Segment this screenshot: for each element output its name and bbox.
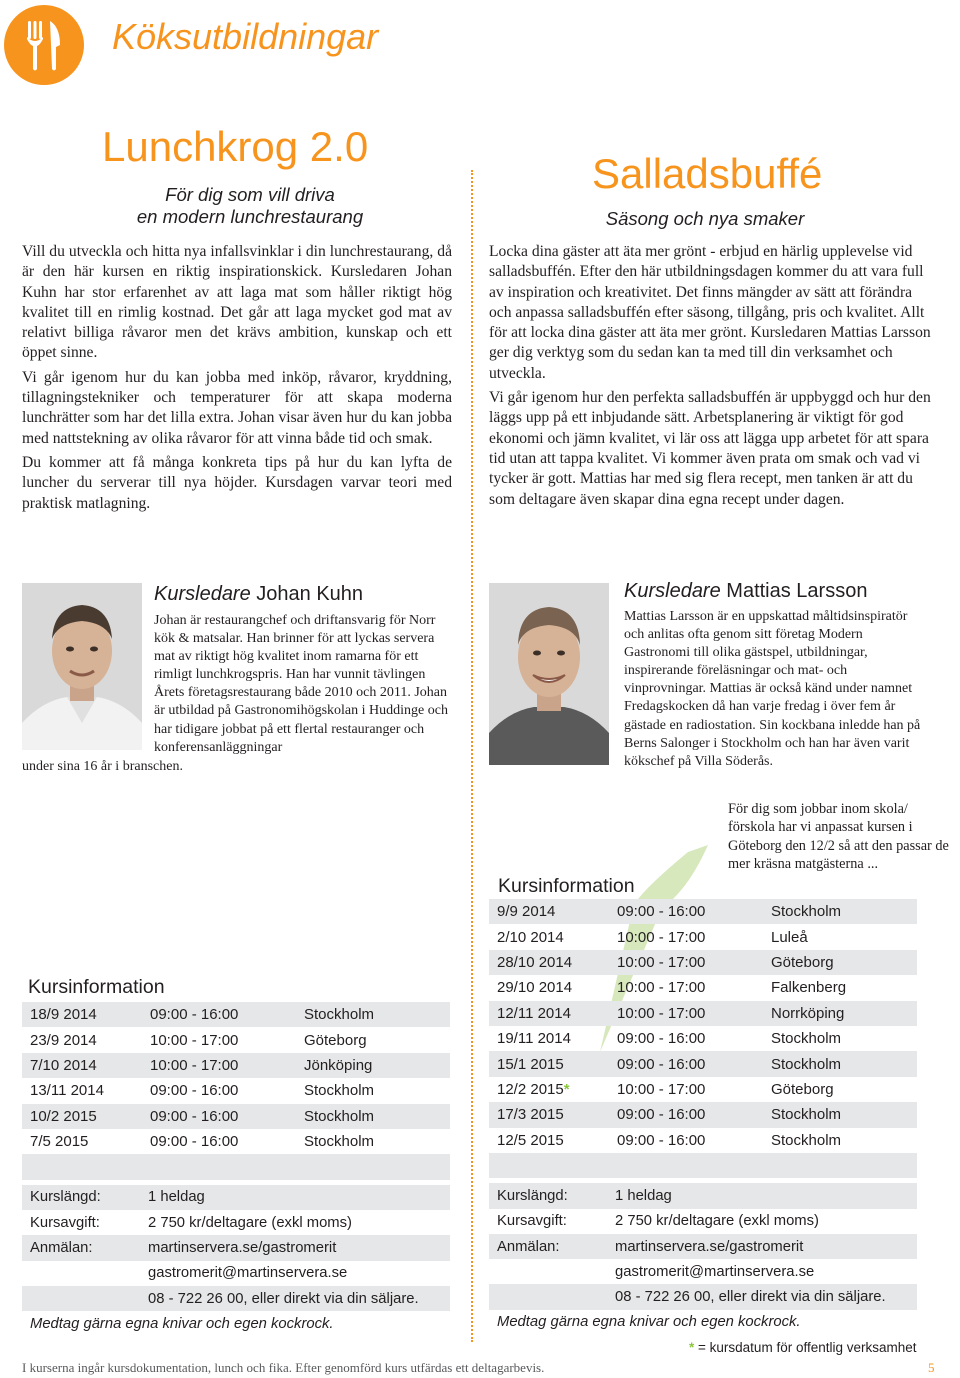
time-cell: 10:00 - 17:00 <box>617 953 706 971</box>
paragraph: Du kommer att få många konkreta tips på hur du kan lyfta de luncher du serverar till nya höjder. Kursdagen varvar teori med praktisk matlagning. <box>22 453 452 512</box>
course-fee-value: 2 750 kr/deltagare (exkl moms) <box>615 1213 819 1230</box>
date-cell: 29/10 2014 <box>497 979 573 997</box>
section-title: Köksutbildningar <box>112 16 379 57</box>
table-row <box>22 1053 450 1078</box>
note-row <box>22 1311 450 1336</box>
date-cell: 7/10 2014 <box>30 1056 97 1074</box>
date-cell <box>489 1077 609 1102</box>
place-cell: Stockholm <box>304 1006 375 1024</box>
subtitle-line-2: en modern lunchrestaurang <box>136 206 364 227</box>
course-title-lunchkrog: Lunchkrog 2.0 <box>102 123 369 170</box>
paragraph: Vi går igenom hur den perfekta salladsbuffén är uppbyggd och hur den läggs upp på ett inbjudande sätt. Arbetsplanering är viktigt för god ekonomi och jämn kvalitet, vi lär oss att lägga upp arbetet för att spara tid utan att tappa kvalitet. Vi kommer även prata om smak och vad vi tycker är gott. Mattias har med sig flera recept, men tanken är att du som deltagare även skapar dina egna recept under dagen. <box>489 389 931 508</box>
course-description-salladsbuffe <box>489 242 931 514</box>
note-text: Medtag gärna egna knivar och egen kockrock. <box>497 1314 801 1331</box>
public-sector-star-icon: * <box>563 1080 570 1098</box>
time-cell: 10:00 - 17:00 <box>617 928 706 946</box>
phone-text: 08 - 722 26 00, eller direkt via din säljare. <box>615 1289 886 1306</box>
time-cell: 09:00 - 16:00 <box>617 1106 706 1124</box>
phone-row <box>489 1284 917 1309</box>
note-row <box>489 1310 917 1335</box>
place-cell: Stockholm <box>304 1082 375 1100</box>
place-cell: Göteborg <box>771 953 834 971</box>
time-cell: 09:00 - 16:00 <box>150 1082 239 1100</box>
place-cell: Stockholm <box>771 1106 842 1124</box>
table-row <box>22 1104 450 1129</box>
time-cell: 09:00 - 16:00 <box>150 1107 239 1125</box>
place-cell: Stockholm <box>304 1107 375 1125</box>
time-cell: 09:00 - 16:00 <box>617 1055 706 1073</box>
course-fee-label: Kursavgift: <box>497 1213 567 1230</box>
place-cell: Norrköping <box>771 1004 845 1022</box>
table-row <box>489 899 917 924</box>
star-legend <box>689 1340 917 1355</box>
signup-row <box>489 1234 917 1259</box>
phone-text: 08 - 722 26 00, eller direkt via din säljare. <box>148 1290 419 1307</box>
legend-star-icon: * <box>689 1340 695 1355</box>
logo <box>4 5 84 85</box>
table-row <box>489 1077 917 1102</box>
table-row <box>489 1102 917 1127</box>
course-details-left <box>22 1185 450 1337</box>
schedule-table <box>22 1002 450 1180</box>
leader-label: Kursledare <box>624 580 721 602</box>
fork-knife-icon <box>4 5 84 85</box>
paragraph: Vill du utveckla och hitta nya infallsvinklar i din lunchrestaurang, då är den här kursen en riktig inspirationskick. Kursledaren Johan Kuhn har stor erfarenhet av att laga mat som håller riktigt hög kvalitet till en rimlig kostnad. Det går att laga mycket god mat av relativt billiga råvaror men det krävs ambition, kunskap och ett öppet sinne. <box>22 243 452 362</box>
date-cell: 9/9 2014 <box>497 903 556 921</box>
note-text: Medtag gärna egna knivar och egen kockrock. <box>30 1315 334 1332</box>
course-subtitle-lunchkrog <box>120 184 380 228</box>
place-cell: Göteborg <box>771 1080 834 1098</box>
signup-label: Anmälan: <box>497 1238 560 1255</box>
course-info-heading-left: Kursinformation <box>28 976 165 998</box>
time-cell: 09:00 - 16:00 <box>617 1030 706 1048</box>
table-row <box>489 975 917 1000</box>
place-cell: Stockholm <box>771 1055 842 1073</box>
course-fee-row <box>489 1209 917 1234</box>
table-row <box>489 950 917 975</box>
leader-bio-mattias: Mattias Larsson är en uppskattad måltidsinspiratör och anlitas ofta genom sitt företag Modern Gastronomi till olika gästspel, utbildningar, inspirerande föreläsningar och mat- och vinprovningar. Mattias är också känd under namnet Fredagskocken då han varje fredag i över fem år gästade en radiostation. Sin kockbana inledde han på Berns Salonger i Stockholm och han har även varit kökschef på Villa Söderås. <box>624 609 921 769</box>
time-cell: 10:00 - 17:00 <box>150 1031 239 1049</box>
speech-bubble-text: För dig som jobbar inom skola/ förskola har vi anpassat kursen i Göteborg den 12/2 så att den passar de mer kräsna matgästerna ... <box>728 801 949 872</box>
email-row <box>22 1261 450 1286</box>
place-cell: Stockholm <box>771 1131 842 1149</box>
leader-label: Kursledare <box>154 583 251 605</box>
leader-title-mattias <box>624 580 867 603</box>
course-title-salladsbuffe: Salladsbuffé <box>592 150 823 197</box>
course-details-right <box>489 1183 917 1335</box>
date-cell: 17/3 2015 <box>497 1106 564 1124</box>
table-row-empty <box>489 1153 917 1178</box>
email-row <box>489 1259 917 1284</box>
time-cell: 10:00 - 17:00 <box>617 1080 706 1098</box>
signup-row <box>22 1235 450 1260</box>
paragraph: Vi går igenom hur du kan jobba med inköp, råvaror, kryddning, tillagningstekniker och temperaturer för att skapa moderna lunchrätter som har det lilla extra. Johan visar även hur du kan jobba med nattstekning av olika råvaror för att vinna både tid och smak. <box>22 368 452 447</box>
table-row <box>22 1129 450 1154</box>
legend-text: = kursdatum för offentlig verksamhet <box>698 1340 917 1355</box>
schedule-table-right <box>489 899 917 1335</box>
place-cell: Stockholm <box>771 903 842 921</box>
course-length-row <box>22 1185 450 1210</box>
leader-name: Johan Kuhn <box>256 583 364 605</box>
course-subtitle-salladsbuffe: Säsong och nya smaker <box>605 208 805 229</box>
course-fee-row <box>22 1210 450 1235</box>
schedule-table <box>489 899 917 1178</box>
date-text: 12/2 2015 <box>497 1080 564 1098</box>
leader-bio-johan: Johan är restaurangchef och driftansvarig för Norr kök & matsalar. Han brinner för att lyckas servera mat av riktigt hög kvalitet inom ramarna för ett rimligt lunchkrogspris. Han har vunnit tävlingen Årets företagsrestaurang både 2010 och 2011. Johan är utbildad på Gastronomihögskolan i Huddinge och har tidigare jobbat på ett flertal restauranger och konferensanläggningar <box>154 613 448 755</box>
leader-name: Mattias Larsson <box>726 580 868 602</box>
time-cell: 10:00 - 17:00 <box>150 1056 239 1074</box>
place-cell: Falkenberg <box>771 979 847 997</box>
table-row <box>489 924 917 949</box>
place-cell: Luleå <box>771 928 808 946</box>
date-cell: 18/9 2014 <box>30 1006 97 1024</box>
time-cell: 10:00 - 17:00 <box>617 979 706 997</box>
email-link[interactable]: gastromerit@martinservera.se <box>615 1263 815 1280</box>
paragraph: Locka dina gäster att äta mer grönt - erbjud en härlig upplevelse vid salladsbuffén. Efter den här utbildningsdagen kommer du att vara full av inspiration och kreativitet. Det finns mängder av sätt att förändra och anpassa salladsbuffén efter säsong, tillgång, pris och kvalitet. Allt för att locka dina gäster att äta mer grönt. Kursledaren Mattias Larsson ger dig verktyg som du sedan kan ta med till din verksamhet och utveckla. <box>489 243 931 382</box>
place-cell: Stockholm <box>771 1030 842 1048</box>
table-row <box>22 1078 450 1103</box>
place-cell: Jönköping <box>304 1056 373 1074</box>
table-row <box>22 1002 450 1027</box>
table-row <box>489 1001 917 1026</box>
leader-photo-mattias <box>489 583 609 765</box>
date-cell: 2/10 2014 <box>497 928 564 946</box>
table-row <box>489 1026 917 1051</box>
course-length-label: Kurslängd: <box>30 1189 101 1206</box>
time-cell: 09:00 - 16:00 <box>617 1131 706 1149</box>
course-fee-label: Kursavgift: <box>30 1214 100 1231</box>
date-cell: 19/11 2014 <box>497 1030 571 1048</box>
place-cell: Göteborg <box>304 1031 367 1049</box>
signup-link[interactable]: martinservera.se/gastromerit <box>615 1238 804 1255</box>
date-cell: 7/5 2015 <box>30 1133 89 1151</box>
table-row-empty <box>22 1154 450 1179</box>
signup-label: Anmälan: <box>30 1239 93 1256</box>
date-cell: 12/5 2015 <box>497 1131 564 1149</box>
date-cell: 15/1 2015 <box>497 1055 564 1073</box>
table-row <box>489 1128 917 1153</box>
course-description-lunchkrog <box>22 242 452 518</box>
table-row <box>489 1051 917 1076</box>
column-divider <box>471 170 473 1342</box>
course-length-row <box>489 1183 917 1208</box>
table-row <box>22 1027 450 1052</box>
subtitle-line-1: För dig som vill driva <box>165 184 335 205</box>
course-length-value: 1 heldag <box>148 1189 205 1206</box>
schedule-table-left <box>22 1002 450 1337</box>
leader-photo-johan <box>22 583 142 750</box>
date-cell: 10/2 2015 <box>30 1107 97 1125</box>
date-cell: 23/9 2014 <box>30 1031 97 1049</box>
date-cell: 13/11 2014 <box>30 1082 104 1100</box>
course-length-label: Kurslängd: <box>497 1187 568 1204</box>
page-number: 5 <box>928 1360 935 1375</box>
leader-bio-johan-tail: under sina 16 år i branschen. <box>22 759 183 774</box>
date-cell: 28/10 2014 <box>497 953 573 971</box>
time-cell: 09:00 - 16:00 <box>617 903 706 921</box>
date-cell: 12/11 2014 <box>497 1004 571 1022</box>
phone-row <box>22 1286 450 1311</box>
leader-title-johan <box>154 583 363 606</box>
time-cell: 10:00 - 17:00 <box>617 1004 706 1022</box>
course-info-heading-right: Kursinformation <box>498 875 635 897</box>
time-cell: 09:00 - 16:00 <box>150 1133 239 1151</box>
footer-text: I kurserna ingår kursdokumentation, lunch och fika. Efter genomförd kurs utfärdas ett deltagarbevis. <box>22 1360 545 1375</box>
time-cell: 09:00 - 16:00 <box>150 1006 239 1024</box>
place-cell: Stockholm <box>304 1133 375 1151</box>
signup-link[interactable]: martinservera.se/gastromerit <box>148 1239 337 1256</box>
course-length-value: 1 heldag <box>615 1187 672 1204</box>
email-link[interactable]: gastromerit@martinservera.se <box>148 1265 348 1282</box>
course-fee-value: 2 750 kr/deltagare (exkl moms) <box>148 1214 352 1231</box>
